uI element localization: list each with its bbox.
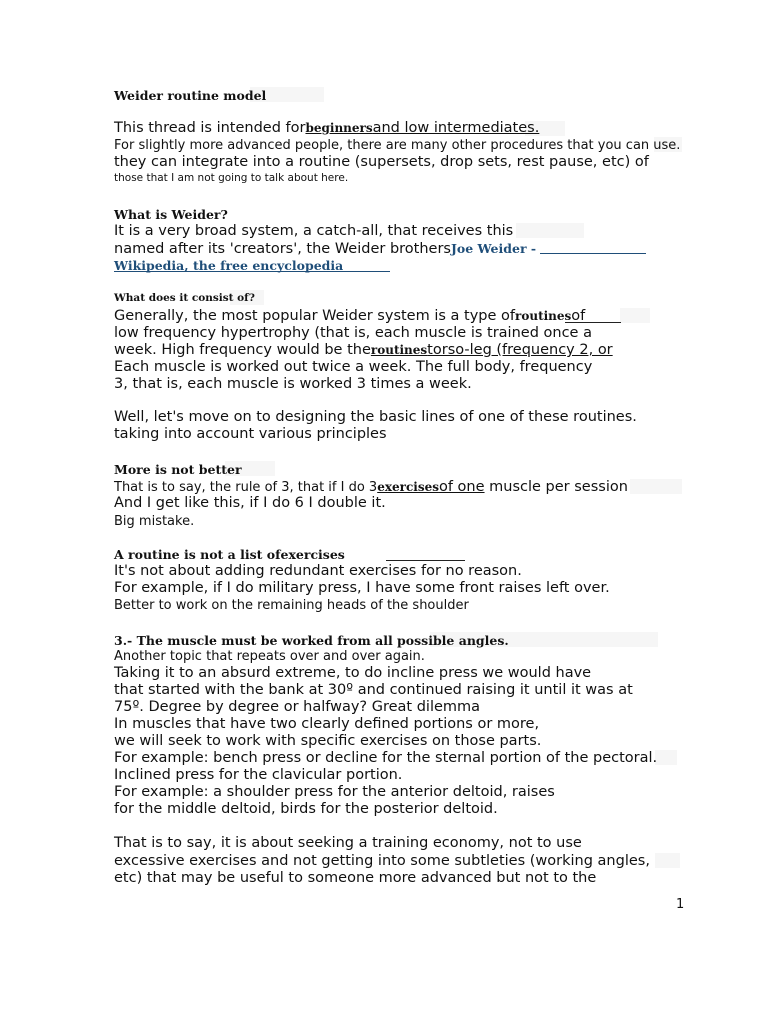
intro-bold-term: beginners xyxy=(305,121,373,135)
section-heading-list xyxy=(114,546,345,563)
underline xyxy=(386,560,465,561)
consist-text: Generally, the most popular Weider system is a type of xyxy=(114,308,516,324)
intro-text: This thread is intended for xyxy=(114,120,306,136)
document-title: Weider routine model xyxy=(114,88,267,103)
section-heading-angles: 3.- The muscle must be worked from all possible angles. xyxy=(114,633,509,648)
consist-line-1 xyxy=(114,308,585,325)
wikipedia-link-part-2[interactable]: Wikipedia, the free encyclopedia xyxy=(114,258,344,273)
line-shade xyxy=(655,750,677,765)
angles-line-13: etc) that may be useful to someone more advanced but not to the xyxy=(114,870,597,886)
angles-line-10: for the middle deltoid, birds for the posterior deltoid. xyxy=(114,801,498,817)
consist-line-3 xyxy=(114,342,613,359)
consist-bold-term: routines xyxy=(370,343,428,357)
angles-line-2: Taking it to an absurd extreme, to do incline press we would have xyxy=(114,665,592,681)
line-shade xyxy=(655,853,680,868)
more-text: of one xyxy=(438,479,485,495)
angles-line-8: Inclined press for the clavicular portion. xyxy=(114,767,403,783)
line-shade xyxy=(630,479,682,494)
section-heading-more: More is not better xyxy=(114,462,242,477)
consist-line-6: Well, let's move on to designing the basic lines of one of these routines. xyxy=(114,409,637,425)
intro-line-4: those that I am not going to talk about here. xyxy=(114,172,349,184)
list-heading-term: exercises xyxy=(280,547,345,562)
consist-line-2: low frequency hypertrophy (that is, each muscle is trained once a xyxy=(114,325,592,341)
list-line-3: Better to work on the remaining heads of the shoulder xyxy=(114,598,469,613)
consist-line-7: taking into account various principles xyxy=(114,426,387,442)
what-is-text: named after its 'creators', the Weider brothers xyxy=(114,241,451,257)
intro-text: and low intermediates. xyxy=(372,120,540,136)
angles-line-1: Another topic that repeats over and over again. xyxy=(114,649,425,664)
angles-line-9: For example: a shoulder press for the anterior deltoid, raises xyxy=(114,784,555,800)
more-line-2: And I get like this, if I do 6 I double it. xyxy=(114,495,386,511)
line-shade xyxy=(620,308,650,323)
intro-line-3: they can integrate into a routine (supersets, drop sets, rest pause, etc) of xyxy=(114,154,649,170)
page-number: 1 xyxy=(676,897,685,912)
more-line-1 xyxy=(114,479,628,496)
angles-line-12: excessive exercises and not getting into some subtleties (working angles, xyxy=(114,853,650,869)
wikipedia-link-part-1[interactable]: Joe Weider - xyxy=(450,241,537,256)
section-heading-what-is: What is Weider? xyxy=(114,207,228,222)
intro-line-1 xyxy=(114,120,539,137)
angles-line-11: That is to say, it is about seeking a training economy, not to use xyxy=(114,835,582,851)
line-shade xyxy=(516,223,584,238)
list-heading-text: A routine is not a list of xyxy=(114,547,281,562)
more-line-3: Big mistake. xyxy=(114,514,195,529)
angles-line-7: For example: bench press or decline for the sternal portion of the pectoral. xyxy=(114,750,658,766)
list-line-2: For example, if I do military press, I have some front raises left over. xyxy=(114,580,610,596)
more-text: That is to say, the rule of 3, that if I do 3 xyxy=(114,480,378,495)
consist-line-5: 3, that is, each muscle is worked 3 times a week. xyxy=(114,376,472,392)
what-is-line-1: It is a very broad system, a catch-all, that receives this xyxy=(114,223,514,239)
link-underline xyxy=(540,253,646,254)
what-is-line-2 xyxy=(114,240,536,258)
section-heading-consist: What does it consist of? xyxy=(114,292,255,304)
consist-text: torso-leg (frequency 2, or xyxy=(427,342,613,358)
consist-bold-term: routines xyxy=(515,309,572,323)
more-bold-term: exercises xyxy=(377,480,439,494)
angles-line-6: we will seek to work with specific exercises on those parts. xyxy=(114,733,542,749)
consist-line-4: Each muscle is worked out twice a week. The full body, frequency xyxy=(114,359,593,375)
link-underline xyxy=(114,271,390,272)
list-line-1: It's not about adding redundant exercises for no reason. xyxy=(114,563,522,579)
angles-line-5: In muscles that have two clearly defined portions or more, xyxy=(114,716,540,732)
angles-line-3: that started with the bank at 30º and continued raising it until it was at xyxy=(114,682,633,698)
angles-line-4: 75º. Degree by degree or halfway? Great dilemma xyxy=(114,699,481,715)
intro-line-2: For slightly more advanced people, there are many other procedures that you can use. xyxy=(114,138,681,153)
underline xyxy=(565,322,621,323)
consist-text: of xyxy=(571,308,586,324)
more-text: muscle per session xyxy=(484,479,628,495)
consist-text: week. High frequency would be the xyxy=(114,342,371,358)
